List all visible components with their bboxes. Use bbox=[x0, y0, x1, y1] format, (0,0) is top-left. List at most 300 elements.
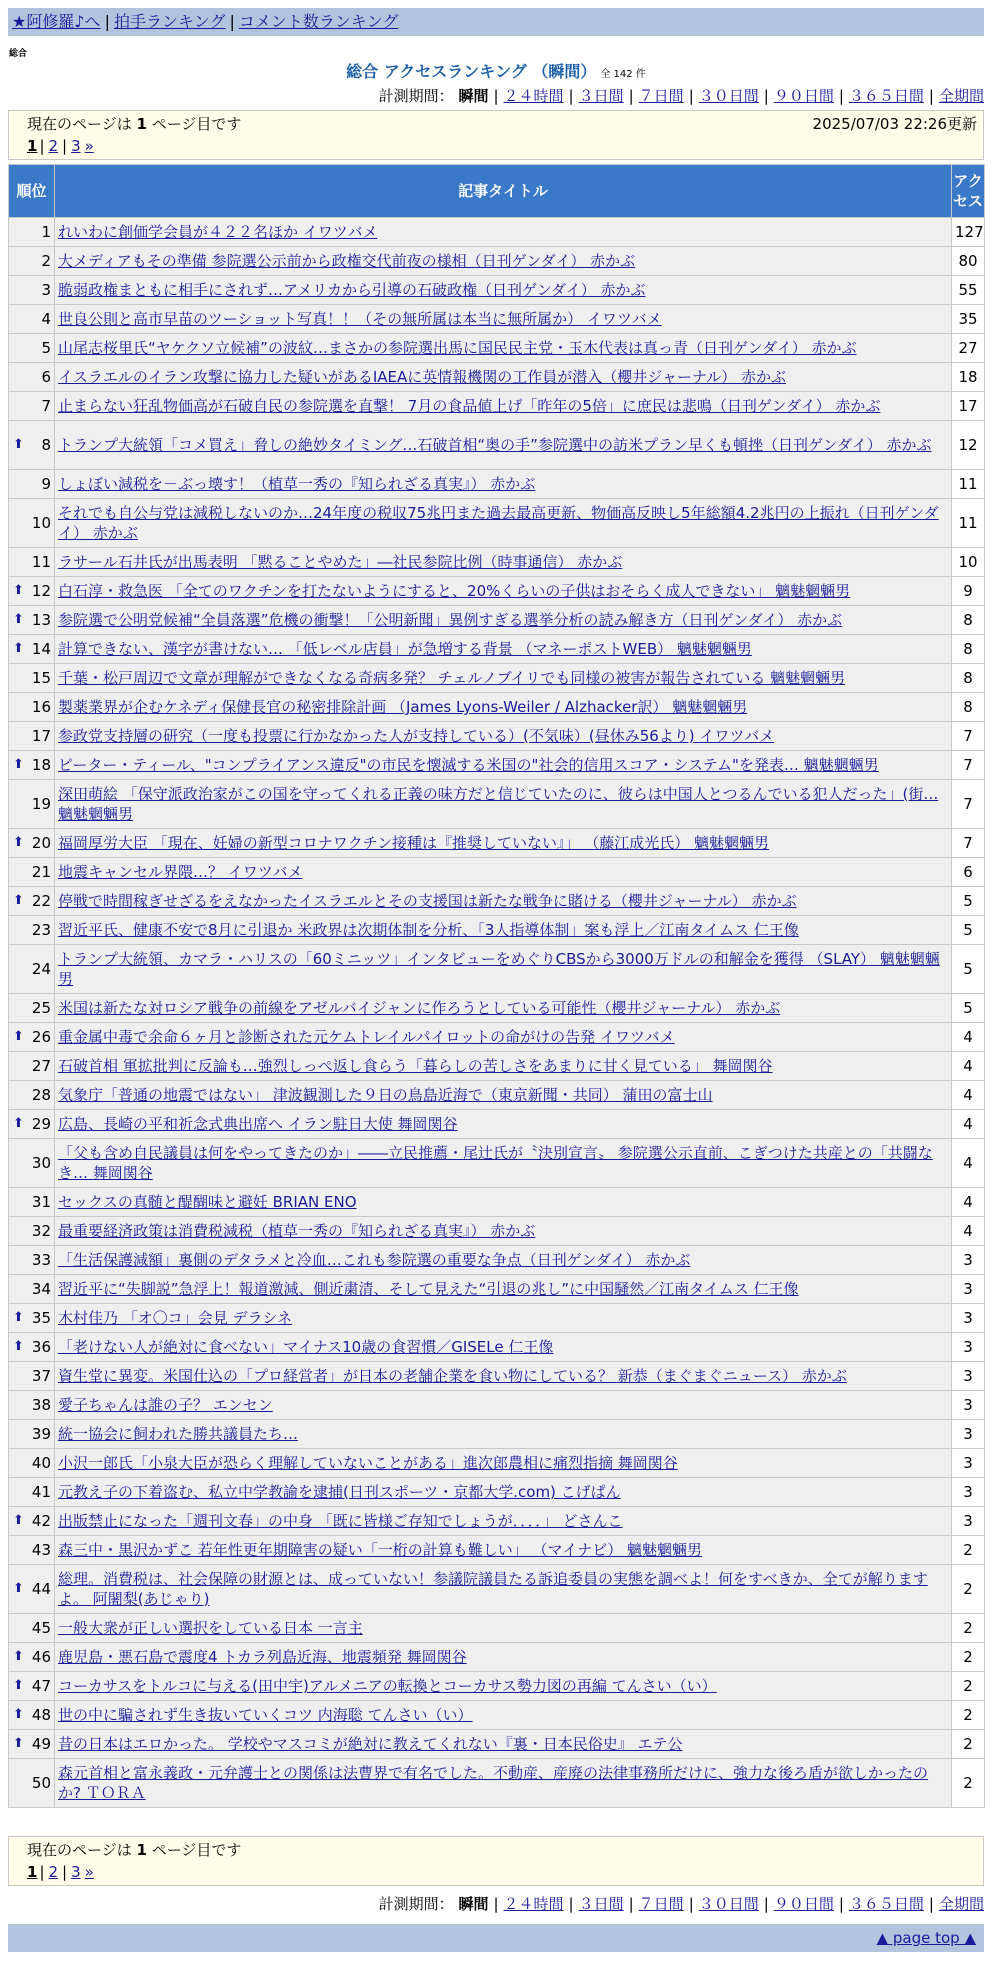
title-cell bbox=[55, 1420, 952, 1449]
access-count: 3 bbox=[952, 1246, 985, 1275]
table-row bbox=[9, 1420, 985, 1449]
article-link[interactable]: 気象庁「普通の地震ではない」 津波観測した９日の鳥島近海で（東京新聞・共同） 蒲田の富士山 bbox=[58, 1086, 713, 1104]
rank-cell bbox=[9, 1759, 55, 1808]
rank-number: 43 bbox=[31, 1541, 51, 1559]
title-cell bbox=[55, 1217, 952, 1246]
title-cell bbox=[55, 1110, 952, 1139]
article-link[interactable]: 製薬業界が企むケネディ保健長官の秘密排除計画 （James Lyons-Weiler / Alzhacker訳） 魑魅魍魎男 bbox=[58, 698, 748, 716]
article-link[interactable]: 福岡厚労大臣 「現在、妊婦の新型コロナワクチン接種は『推奨していない』」 （藤江成光氏） 魑魅魍魎男 bbox=[58, 834, 770, 852]
table-row bbox=[9, 664, 985, 693]
table-row bbox=[9, 1217, 985, 1246]
period-link-3d[interactable]: ３日間 bbox=[578, 87, 624, 105]
title-cell bbox=[55, 1478, 952, 1507]
title-cell bbox=[55, 1081, 952, 1110]
table-row bbox=[9, 1507, 985, 1536]
rank-cell bbox=[9, 1246, 55, 1275]
table-row bbox=[9, 363, 985, 392]
rank-number: 7 bbox=[41, 397, 51, 415]
access-count: 8 bbox=[952, 664, 985, 693]
rank-number: 18 bbox=[31, 756, 51, 774]
table-row bbox=[9, 693, 985, 722]
table-row bbox=[9, 470, 985, 499]
access-count: 7 bbox=[952, 751, 985, 780]
article-link[interactable]: ピーター・ティール、"コンプライアンス違反"の市民を懐滅する米国の"社会的信用スコア・システム"を発表… 魑魅魍魎男 bbox=[58, 756, 879, 774]
title-cell bbox=[55, 664, 952, 693]
title-cell bbox=[55, 1304, 952, 1333]
rank-number: 12 bbox=[31, 582, 51, 600]
table-row bbox=[9, 1246, 985, 1275]
article-link[interactable]: 資生堂に異変。米国仕込の「プロ経営者」が日本の老舗企業を食い物にしている？ 新恭（まぐまぐニュース） 赤かぶ bbox=[58, 1367, 847, 1385]
title-cell bbox=[55, 1023, 952, 1052]
article-link[interactable]: 愛子ちゃんは誰の子？ エンセン bbox=[58, 1396, 273, 1414]
article-link[interactable]: 山尾志桜里氏“ヤケクソ立候補”の波紋…まさかの参院選出馬に国民民主党・玉木代表は真っ青（日刊ゲンダイ） 赤かぶ bbox=[58, 339, 857, 357]
rank-up-arrow-icon: ⬆ bbox=[13, 583, 24, 598]
table-row bbox=[9, 751, 985, 780]
rank-up-arrow-icon: ⬆ bbox=[13, 1649, 24, 1664]
article-link[interactable]: 「老けない人が絶対に食べない」マイナス10歳の食習慣／GISELe 仁王像 bbox=[58, 1338, 554, 1356]
article-link[interactable]: 元教え子の下着盗む、私立中学教諭を逮捕(日刊スポーツ・京都大学.com) こげぱん bbox=[58, 1483, 621, 1501]
article-link[interactable]: 木村佳乃 「オ〇コ」会見 デラシネ bbox=[58, 1309, 293, 1327]
article-link[interactable]: 「父も含め自民議員は何をやってきたのか」――立民推薦・尾辻氏が〝決別宣言〟 参院選公示直前、こぎつけた共産との「共闘なき… 舞岡関谷 bbox=[58, 1144, 933, 1182]
article-link[interactable]: 参政党支持層の研究（一度も投票に行かなかった人が支持している）(不気味）(昼休み56より) イワツバメ bbox=[58, 727, 775, 745]
article-link[interactable]: 森元首相と富永義政・元弁護士との関係は法曹界で有名でした。不動産、産廃の法律事務所だけに、強力な後ろ盾が欲しかったのか? ＴＯＲＡ bbox=[58, 1764, 929, 1802]
article-link[interactable]: イスラエルのイラン攻撃に協力した疑いがあるIAEAに英情報機関の工作員が潜入（櫻井ジャーナル） 赤かぶ bbox=[58, 368, 786, 386]
access-count: 10 bbox=[952, 548, 985, 577]
rank-number: 47 bbox=[31, 1677, 51, 1695]
access-count: 27 bbox=[952, 334, 985, 363]
rank-cell bbox=[9, 916, 55, 945]
table-row bbox=[9, 1478, 985, 1507]
table-row bbox=[9, 392, 985, 421]
rank-number: 38 bbox=[31, 1396, 51, 1414]
rank-cell bbox=[9, 1362, 55, 1391]
table-row bbox=[9, 994, 985, 1023]
period-separator: | bbox=[763, 87, 769, 105]
article-link[interactable]: 米国は新たな対ロシア戦争の前線をアゼルバイジャンに作ろうとしている可能性（櫻井ジャーナル） 赤かぶ bbox=[58, 999, 781, 1017]
access-count: 8 bbox=[952, 693, 985, 722]
rank-cell bbox=[9, 499, 55, 548]
rank-number: 45 bbox=[31, 1619, 51, 1637]
pager-text: 現在のページは bbox=[27, 1841, 132, 1859]
access-count: 2 bbox=[952, 1759, 985, 1808]
rank-number: 23 bbox=[31, 921, 51, 939]
article-link[interactable]: 石破首相 軍拡批判に反論も…強烈しっぺ返し食らう「暮らしの苦しさをあまりに甘く見ている」 舞岡関谷 bbox=[58, 1057, 773, 1075]
access-count: 5 bbox=[952, 945, 985, 994]
table-row bbox=[9, 1536, 985, 1565]
access-count: 2 bbox=[952, 1614, 985, 1643]
title-cell bbox=[55, 945, 952, 994]
page-current: 1 bbox=[27, 137, 38, 155]
rank-number: 1 bbox=[41, 223, 51, 241]
title-cell bbox=[55, 1730, 952, 1759]
article-link[interactable]: 世の中に騙されず生き抜いていくコツ 内海聡 てんさい（い） bbox=[58, 1706, 473, 1724]
rank-number: 4 bbox=[41, 310, 51, 328]
article-link[interactable]: 習近平氏、健康不安で8月に引退か 米政界は次期体制を分析、「3人指導体制」案も浮上／江南タイムス 仁王像 bbox=[58, 921, 799, 939]
period-selector-top bbox=[379, 86, 984, 106]
article-link[interactable]: 千葉・松戸周辺で文章が理解ができなくなる奇病多発？ チェルノブイリでも同様の被害が報告されている 魑魅魍魎男 bbox=[58, 669, 846, 687]
pager-top bbox=[8, 110, 984, 160]
article-link[interactable]: 「生活保護減額」裏側のデタラメと冷血…これも参院選の重要な争点（日刊ゲンダイ） 赤かぶ bbox=[58, 1251, 691, 1269]
title-cell bbox=[55, 1362, 952, 1391]
bottom-bar bbox=[8, 1924, 984, 1952]
table-row bbox=[9, 1759, 985, 1808]
title-cell bbox=[55, 218, 952, 247]
access-count: 4 bbox=[952, 1188, 985, 1217]
access-count: 9 bbox=[952, 577, 985, 606]
rank-cell bbox=[9, 1701, 55, 1730]
rank-cell bbox=[9, 693, 55, 722]
table-row bbox=[9, 1304, 985, 1333]
page-current: 1 bbox=[27, 1863, 38, 1881]
article-link[interactable]: 重金属中毒で余命６ヶ月と診断された元ケムトレイルパイロットの命がけの告発 イワツバメ bbox=[58, 1028, 675, 1046]
rank-number: 46 bbox=[31, 1648, 51, 1666]
title-cell bbox=[55, 1246, 952, 1275]
rank-cell bbox=[9, 887, 55, 916]
rank-up-arrow-icon: ⬆ bbox=[13, 1513, 24, 1528]
period-link-30d[interactable]: ３０日間 bbox=[698, 1895, 759, 1913]
title-cell bbox=[55, 693, 952, 722]
access-count: 4 bbox=[952, 1110, 985, 1139]
period-current: 瞬間 bbox=[458, 87, 489, 105]
table-row bbox=[9, 780, 985, 829]
rank-cell bbox=[9, 664, 55, 693]
page-link-2[interactable]: 2 bbox=[48, 1863, 59, 1881]
period-link-24h[interactable]: ２４時間 bbox=[503, 1895, 564, 1913]
access-count: 4 bbox=[952, 1081, 985, 1110]
article-link[interactable]: 広島、長崎の平和祈念式典出席へ イラン駐日大使 舞岡関谷 bbox=[58, 1115, 458, 1133]
pager-text: ページ目です bbox=[151, 1841, 242, 1859]
period-separator: | bbox=[763, 1895, 769, 1913]
title-cell bbox=[55, 334, 952, 363]
pager-separator: | bbox=[39, 1863, 45, 1881]
title-cell bbox=[55, 829, 952, 858]
period-separator: | bbox=[838, 87, 844, 105]
rank-cell bbox=[9, 829, 55, 858]
pager-text: 現在のページは bbox=[27, 115, 132, 133]
access-count: 8 bbox=[952, 635, 985, 664]
rank-cell bbox=[9, 1536, 55, 1565]
table-row bbox=[9, 1449, 985, 1478]
rank-up-arrow-icon: ⬆ bbox=[13, 1116, 24, 1131]
title-cell bbox=[55, 994, 952, 1023]
table-row bbox=[9, 1643, 985, 1672]
access-count: 3 bbox=[952, 1449, 985, 1478]
article-link[interactable]: 止まらない狂乱物価高が石破自民の参院選を直撃！ 7月の食品値上げ「昨年の5倍」に庶民は悲鳴（日刊ゲンダイ） 赤かぶ bbox=[58, 397, 881, 415]
title-cell bbox=[55, 916, 952, 945]
comment-ranking-link[interactable]: コメント数ランキング bbox=[238, 12, 399, 31]
table-row bbox=[9, 305, 985, 334]
title-cell bbox=[55, 577, 952, 606]
table-row bbox=[9, 722, 985, 751]
rank-cell bbox=[9, 1449, 55, 1478]
period-separator: | bbox=[628, 1895, 634, 1913]
page-link-next[interactable]: » bbox=[84, 137, 94, 155]
table-row bbox=[9, 635, 985, 664]
access-count: 2 bbox=[952, 1643, 985, 1672]
title-cell bbox=[55, 1565, 952, 1614]
article-link[interactable]: 一般大衆が正しい選択をしている日本 一言主 bbox=[58, 1619, 363, 1637]
title-cell bbox=[55, 247, 952, 276]
rank-cell bbox=[9, 945, 55, 994]
period-separator: | bbox=[928, 87, 934, 105]
period-separator: | bbox=[568, 87, 574, 105]
access-count: 8 bbox=[952, 606, 985, 635]
title-cell bbox=[55, 1333, 952, 1362]
rank-cell bbox=[9, 635, 55, 664]
rank-cell bbox=[9, 1333, 55, 1362]
article-link[interactable]: セックスの真髄と醍醐味と避妊 BRIAN ENO bbox=[58, 1193, 357, 1211]
rank-number: 11 bbox=[31, 553, 51, 571]
rank-cell bbox=[9, 470, 55, 499]
article-link[interactable]: トランプ大統領「コメ買え」脅しの絶妙タイミング…石破首相“奥の手”参院選中の訪米プラン早くも頓挫（日刊ゲンダイ） 赤かぶ bbox=[58, 436, 932, 454]
access-count: 7 bbox=[952, 722, 985, 751]
article-link[interactable]: それでも自公与党は減税しないのか…24年度の税収75兆円また過去最高更新、物価高反映し5年総額4.2兆円の上振れ（日刊ゲンダイ） 赤かぶ bbox=[58, 504, 939, 542]
access-count: 2 bbox=[952, 1672, 985, 1701]
rank-number: 15 bbox=[31, 669, 51, 687]
title-cell bbox=[55, 1449, 952, 1478]
page-link-2[interactable]: 2 bbox=[48, 137, 59, 155]
period-link-24h[interactable]: ２４時間 bbox=[503, 87, 564, 105]
rank-cell bbox=[9, 1188, 55, 1217]
rank-cell bbox=[9, 1023, 55, 1052]
table-row bbox=[9, 1362, 985, 1391]
rank-number: 3 bbox=[41, 281, 51, 299]
access-count: 3 bbox=[952, 1478, 985, 1507]
access-count: 2 bbox=[952, 1565, 985, 1614]
table-row bbox=[9, 887, 985, 916]
rank-number: 31 bbox=[31, 1193, 51, 1211]
period-link-all[interactable]: 全期間 bbox=[938, 1895, 984, 1913]
period-link-7d[interactable]: ７日間 bbox=[638, 1895, 684, 1913]
table-row bbox=[9, 1081, 985, 1110]
pager-separator: | bbox=[62, 1863, 68, 1881]
period-label: 計測期間： bbox=[378, 1895, 454, 1913]
period-link-365d[interactable]: ３６５日間 bbox=[848, 1895, 924, 1913]
pager-text: ページ目です bbox=[151, 115, 242, 133]
rank-number: 24 bbox=[31, 960, 51, 978]
clap-ranking-link[interactable]: 拍手ランキング bbox=[113, 12, 226, 31]
article-link[interactable]: しょぼい減税を－ぶっ壊す！（植草一秀の『知られざる真実』） 赤かぶ bbox=[58, 475, 536, 493]
table-row bbox=[9, 1565, 985, 1614]
title-cell bbox=[55, 470, 952, 499]
rank-number: 29 bbox=[31, 1115, 51, 1133]
article-link[interactable]: 深田萌絵 「保守派政治家がこの国を守ってくれる正義の味方だと信じていたのに、彼らは中国人とつるんでいる犯人だった」(街… 魑魅魍魎男 bbox=[58, 785, 939, 823]
table-row bbox=[9, 1275, 985, 1304]
rank-number: 37 bbox=[31, 1367, 51, 1385]
title-cell bbox=[55, 1759, 952, 1808]
access-count: 17 bbox=[952, 392, 985, 421]
rank-number: 27 bbox=[31, 1057, 51, 1075]
page-title bbox=[8, 62, 984, 85]
period-link-7d[interactable]: ７日間 bbox=[638, 87, 684, 105]
rank-number: 35 bbox=[31, 1309, 51, 1327]
rank-cell bbox=[9, 858, 55, 887]
pager-status bbox=[27, 1839, 965, 1861]
pager-bottom bbox=[8, 1836, 984, 1886]
page-link-3[interactable]: 3 bbox=[71, 1863, 81, 1881]
article-link[interactable]: 最重要経済政策は消費税減税（植草一秀の『知られざる真実』） 赤かぶ bbox=[58, 1222, 536, 1240]
article-link[interactable]: 世良公則と高市早苗のツーショット写真！！（その無所属は本当に無所属か） イワツバメ bbox=[58, 310, 662, 328]
article-link[interactable]: 森三中・黒沢かずこ 若年性更年期障害の疑い「一桁の計算も難しい」 （マイナビ） 魑魅魍魎男 bbox=[58, 1541, 703, 1559]
rank-number: 39 bbox=[31, 1425, 51, 1443]
period-link-90d[interactable]: ９０日間 bbox=[773, 1895, 834, 1913]
ranking-table bbox=[8, 164, 985, 1808]
title-cell bbox=[55, 1188, 952, 1217]
access-count: 4 bbox=[952, 1052, 985, 1081]
rank-cell bbox=[9, 1110, 55, 1139]
rank-cell bbox=[9, 1672, 55, 1701]
rank-cell bbox=[9, 305, 55, 334]
access-count: 55 bbox=[952, 276, 985, 305]
page-title-text: 総合 アクセスランキング （瞬間） bbox=[346, 62, 597, 81]
header-rank: 順位 bbox=[9, 165, 55, 218]
article-link[interactable]: 地震キャンセル界隈…？ イワツバメ bbox=[58, 863, 303, 881]
article-link[interactable]: ラサール石井氏が出馬表明 「黙ることやめた」―社民参院比例（時事通信） 赤かぶ bbox=[58, 553, 623, 571]
rank-cell bbox=[9, 1730, 55, 1759]
article-link[interactable]: 小沢一郎氏「小泉大臣が恐らく理解していないことがある」進次郎農相に痛烈指摘 舞岡関谷 bbox=[58, 1454, 678, 1472]
article-link[interactable]: 停戦で時間稼ぎせざるをえなかったイスラエルとその支援国は新たな戦争に賭ける（櫻井ジャーナル） 赤かぶ bbox=[58, 892, 797, 910]
period-separator: | bbox=[493, 1895, 499, 1913]
category-label: 総合 bbox=[9, 49, 28, 59]
access-count: 4 bbox=[952, 1217, 985, 1246]
rank-up-arrow-icon: ⬆ bbox=[13, 1707, 24, 1722]
rank-number: 22 bbox=[31, 892, 51, 910]
rank-cell bbox=[9, 548, 55, 577]
access-count: 2 bbox=[952, 1730, 985, 1759]
access-count: 3 bbox=[952, 1333, 985, 1362]
article-link[interactable]: 計算できない、漢字が書けない… 「低レベル店員」が急増する背景 （マネーポストWEB） 魑魅魍魎男 bbox=[58, 640, 752, 658]
table-row bbox=[9, 1391, 985, 1420]
article-link[interactable]: れいわに創価学会員が４２２名ほか イワツバメ bbox=[58, 223, 378, 241]
access-count: 3 bbox=[952, 1304, 985, 1333]
table-row bbox=[9, 1110, 985, 1139]
period-link-30d[interactable]: ３０日間 bbox=[698, 87, 759, 105]
article-link[interactable]: 総理。消費税は、社会保障の財源とは、成っていない！参議院議員たる訴追委員の実態を調べよ！何をすべきか、全てが解りますよ。 阿闍梨(あじゃり) bbox=[58, 1570, 928, 1608]
article-link[interactable]: 統一協会に飼われた勝共議員たち… bbox=[58, 1425, 299, 1443]
page-top-link[interactable]: ▲ page top ▲ bbox=[876, 1929, 976, 1947]
period-separator: | bbox=[688, 87, 694, 105]
period-link-all[interactable]: 全期間 bbox=[938, 87, 984, 105]
rank-up-arrow-icon: ⬆ bbox=[13, 1736, 24, 1751]
rank-number: 25 bbox=[31, 999, 51, 1017]
article-link[interactable]: 習近平に“失脚説”急浮上！報道激減、側近粛清、そして見えた“引退の兆し”に中国騒然／江南タイムス 仁王像 bbox=[58, 1280, 799, 1298]
rank-up-arrow-icon: ⬆ bbox=[13, 612, 24, 627]
access-count: 5 bbox=[952, 994, 985, 1023]
rank-cell bbox=[9, 1081, 55, 1110]
rank-up-arrow-icon: ⬆ bbox=[13, 893, 24, 908]
article-link[interactable]: トランプ大統領、カマラ・ハリスの「60ミニッツ」インタビューをめぐりCBSから3000万ドルの和解金を獲得 （SLAY） 魑魅魍魎男 bbox=[58, 950, 940, 988]
rank-cell bbox=[9, 577, 55, 606]
table-row bbox=[9, 606, 985, 635]
rank-number: 30 bbox=[31, 1154, 51, 1172]
title-cell bbox=[55, 751, 952, 780]
period-link-90d[interactable]: ９０日間 bbox=[773, 87, 834, 105]
access-count: 5 bbox=[952, 887, 985, 916]
rank-up-arrow-icon: ⬆ bbox=[13, 1678, 24, 1693]
rank-cell bbox=[9, 1643, 55, 1672]
period-separator: | bbox=[493, 87, 499, 105]
period-selector-bottom bbox=[379, 1894, 984, 1914]
title-cell bbox=[55, 548, 952, 577]
rank-cell bbox=[9, 1304, 55, 1333]
article-link[interactable]: 参院選で公明党候補“全員落選”危機の衝撃！「公明新聞」異例すぎる選挙分析の読み解き方（日刊ゲンダイ） 赤かぶ bbox=[58, 611, 843, 629]
period-link-3d[interactable]: ３日間 bbox=[578, 1895, 624, 1913]
title-cell bbox=[55, 1536, 952, 1565]
rank-number: 28 bbox=[31, 1086, 51, 1104]
title-cell bbox=[55, 392, 952, 421]
rank-number: 26 bbox=[31, 1028, 51, 1046]
article-link[interactable]: コーカサスをトルコに与える(田中宇)アルメニアの転換とコーカサス勢力図の再編 てんさい（い） bbox=[58, 1677, 717, 1695]
table-row bbox=[9, 1614, 985, 1643]
article-link[interactable]: 大メディアもその準備 参院選公示前から政権交代前夜の様相（日刊ゲンダイ） 赤かぶ bbox=[58, 252, 636, 270]
nav-separator: | bbox=[229, 12, 235, 31]
rank-number: 6 bbox=[41, 368, 51, 386]
rank-number: 49 bbox=[31, 1735, 51, 1753]
table-row bbox=[9, 548, 985, 577]
access-count: 3 bbox=[952, 1420, 985, 1449]
rank-number: 13 bbox=[31, 611, 51, 629]
title-cell bbox=[55, 1052, 952, 1081]
pager-separator: | bbox=[39, 137, 45, 155]
header-title: 記事タイトル bbox=[55, 165, 952, 218]
table-row bbox=[9, 334, 985, 363]
article-link[interactable]: 出版禁止になった「週刊文春」の中身 「既に皆様ご存知でしょうが．．．．」 どさんこ bbox=[58, 1512, 623, 1530]
rank-cell bbox=[9, 1275, 55, 1304]
table-row bbox=[9, 1333, 985, 1362]
rank-number: 40 bbox=[31, 1454, 51, 1472]
rank-cell bbox=[9, 1478, 55, 1507]
rank-number: 21 bbox=[31, 863, 51, 881]
table-row bbox=[9, 1730, 985, 1759]
rank-cell bbox=[9, 247, 55, 276]
access-count: 7 bbox=[952, 829, 985, 858]
rank-cell bbox=[9, 392, 55, 421]
article-link[interactable]: 白石淳・救急医 「全てのワクチンを打たないようにすると、20%くらいの子供はおそらく成人できない」 魑魅魍魎男 bbox=[58, 582, 851, 600]
period-separator: | bbox=[568, 1895, 574, 1913]
rank-up-arrow-icon: ⬆ bbox=[13, 757, 24, 772]
period-separator: | bbox=[688, 1895, 694, 1913]
access-count: 3 bbox=[952, 1507, 985, 1536]
pager-separator: | bbox=[62, 137, 68, 155]
rank-cell bbox=[9, 1420, 55, 1449]
title-cell bbox=[55, 1275, 952, 1304]
rank-number: 42 bbox=[31, 1512, 51, 1530]
access-count: 4 bbox=[952, 1139, 985, 1188]
rank-cell bbox=[9, 1139, 55, 1188]
rank-number: 17 bbox=[31, 727, 51, 745]
rank-cell bbox=[9, 994, 55, 1023]
article-link[interactable]: 昔の日本はエロかった。 学校やマスコミが絶対に教えてくれない『裏・日本民俗史』 エテ公 bbox=[58, 1735, 683, 1753]
rank-cell bbox=[9, 780, 55, 829]
pager-current-number: 1 bbox=[136, 115, 147, 133]
rank-up-arrow-icon: ⬆ bbox=[13, 641, 24, 656]
rank-cell bbox=[9, 1052, 55, 1081]
rank-cell bbox=[9, 722, 55, 751]
title-cell bbox=[55, 1391, 952, 1420]
table-row bbox=[9, 577, 985, 606]
rank-cell bbox=[9, 606, 55, 635]
article-link[interactable]: 脆弱政権まともに相手にされず…アメリカから引導の石破政権（日刊ゲンダイ） 赤かぶ bbox=[58, 281, 646, 299]
page-link-next[interactable]: » bbox=[84, 1863, 94, 1881]
page-link-3[interactable]: 3 bbox=[71, 137, 81, 155]
home-link[interactable]: ★阿修羅♪へ bbox=[12, 12, 101, 31]
period-link-365d[interactable]: ３６５日間 bbox=[848, 87, 924, 105]
access-count: 18 bbox=[952, 363, 985, 392]
article-link[interactable]: 鹿児島・悪石島で震度4 トカラ列島近海、地震頻発 舞岡関谷 bbox=[58, 1648, 467, 1666]
rank-cell bbox=[9, 1391, 55, 1420]
top-navigation-bar bbox=[8, 8, 984, 36]
rank-number: 16 bbox=[31, 698, 51, 716]
